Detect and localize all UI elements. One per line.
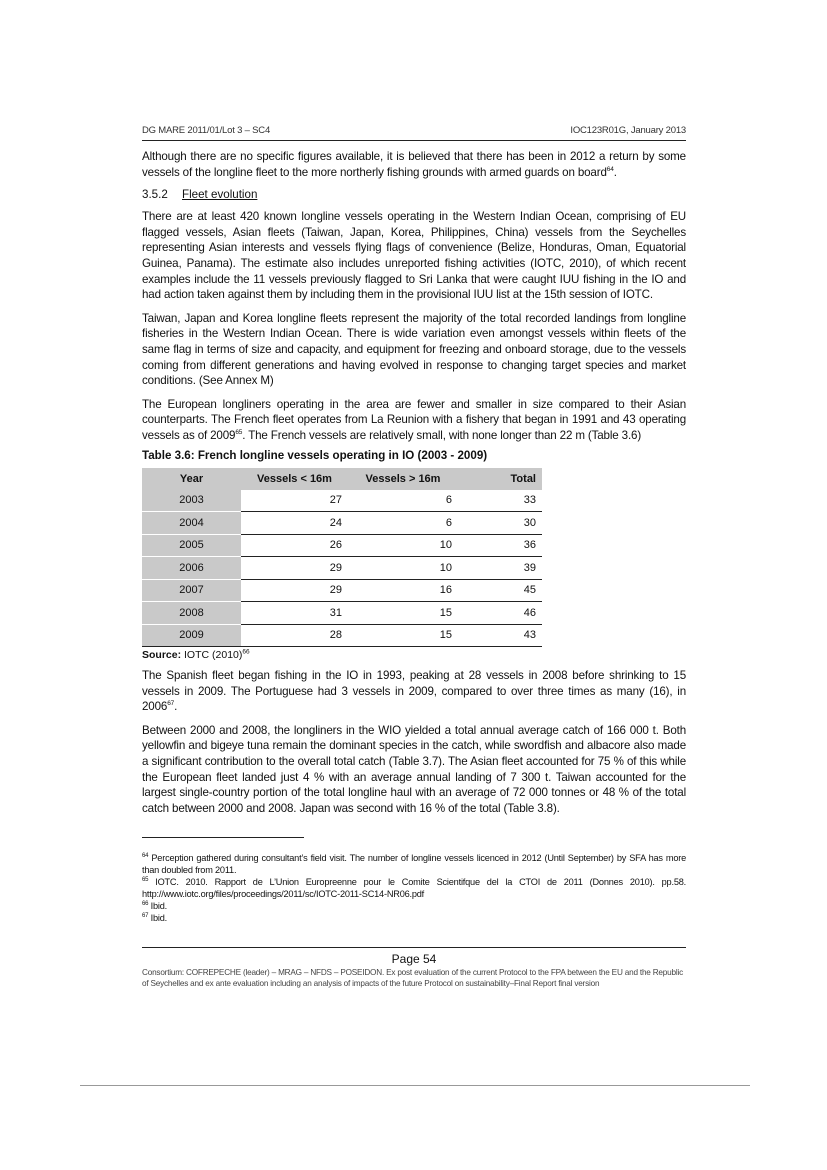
- french-longline-table: [142, 468, 542, 648]
- table-row: [142, 534, 542, 557]
- paragraph-armed-guards: Although there are no specific figures available, it is believed that there has been in 2012 a return by some vessels of the longline fleet to the more northerly fishing grounds with armed guards on board$^{64}$.: [142, 150, 686, 179]
- cell-under-16m: 31: [241, 602, 348, 625]
- page-bottom-divider: [80, 1085, 750, 1086]
- cell-year: 2008: [142, 602, 241, 625]
- cell-under-16m: 26: [241, 534, 348, 557]
- cell-total: 36: [458, 534, 542, 557]
- footnote-ref-66[interactable]: 66: [242, 648, 250, 656]
- cell-year: 2004: [142, 512, 241, 535]
- document-page: [142, 125, 686, 816]
- footnote-ref-67[interactable]: 67: [167, 700, 175, 708]
- paragraph-known-vessels: There are at least 420 known longline vessels operating in the Western Indian Ocean, comprising of EU flagged vessels, Asian fleets (Taiwan, Japan, Korea, Philippines, China) vessels from the Seychelles representing Asian interests and vessels flying flags of convenience (Belize, Honduras, Oman, Equatorial Guinea, Panama). The estimate also includes unreported fishing activities (IOTC, 2010), of which recent examples include the 11 vessels previously flagged to Sri Lanka that were caught IUU fishing in the IO and had action taken against them by including them in the provisional IUU list at the 15th session of IOTC.: [142, 210, 686, 302]
- cell-under-16m: 28: [241, 624, 348, 647]
- footnote-64: $^{64}$ Perception gathered during consultant’s field visit. The number of longline vessels licenced in 2012 (Until September) by SFA has more than doubled from 2011.: [142, 852, 687, 876]
- cell-over-16m: 15: [348, 602, 458, 625]
- section-number: 3.5.2: [142, 188, 168, 202]
- table-row: [142, 624, 542, 647]
- table-row: [142, 512, 542, 535]
- consortium-note: Consortium: COFREPECHE (leader) – MRAG – NFDS – POSEIDON. Ex post evaluation of the current Protocol to the FPA between the EU and the Republic of Seychelles and ex ante evaluation including an analysis of impacts of the future Protocol on sustainability–Final Report final version: [142, 968, 683, 988]
- col-vessels-under-16m: Vessels < 16m: [241, 468, 348, 490]
- header-left: DG MARE 2011/01/Lot 3 – SC4: [142, 125, 271, 136]
- cell-year: 2009: [142, 624, 241, 647]
- cell-total: 43: [458, 624, 542, 647]
- section-title: Fleet evolution: [182, 188, 258, 202]
- cell-total: 30: [458, 512, 542, 535]
- cell-over-16m: 16: [348, 579, 458, 602]
- cell-over-16m: 10: [348, 534, 458, 557]
- running-header: [142, 125, 686, 141]
- footnote-66: $^{66}$ Ibid.: [142, 901, 168, 912]
- cell-year: 2007: [142, 579, 241, 602]
- cell-year: 2006: [142, 557, 241, 580]
- cell-under-16m: 29: [241, 557, 348, 580]
- col-total: Total: [458, 468, 542, 490]
- cell-year: 2003: [142, 490, 241, 512]
- footnote-65: $^{65}$ IOTC. 2010. Rapport de L’Union Europreenne pour le Comite Scientifque del la CTOI de 2011 (Donnes 2010). pp.58. http://www.iotc.org/files/proceedings/2011/sc/IOTC-2011-SC14-NR06.pdf: [142, 877, 686, 900]
- cell-year: 2005: [142, 534, 241, 557]
- footnotes: [142, 852, 686, 925]
- paragraph-spanish-fleet: The Spanish fleet began fishing in the IO in 1993, peaking at 28 vessels in 2008 before shrinking to 15 vessels in 2009. The Portuguese had 3 vessels in 2009, compared to over three times as many (16), in 2006$^{67}$.: [142, 669, 686, 714]
- table-row: [142, 557, 542, 580]
- footnote-ref-64[interactable]: 64: [606, 165, 614, 173]
- footnote-separator: [142, 837, 304, 838]
- table-row: [142, 490, 542, 512]
- cell-under-16m: 29: [241, 579, 348, 602]
- paragraph-asian-fleets: Taiwan, Japan and Korea longline fleets represent the majority of the total recorded landings from longline fisheries in the Western Indian Ocean. There is wide variation even amongst vessels within fleets of the same flag in terms of size and capacity, and equipment for freezing and onboard storage, due to the vessels coming from different generations and having evolved in response to changing target species and market conditions. (See Annex M): [142, 311, 686, 388]
- col-vessels-over-16m: Vessels > 16m: [348, 468, 458, 490]
- table-row: [142, 579, 542, 602]
- cell-total: 39: [458, 557, 542, 580]
- table-header-row: [142, 468, 542, 490]
- page-number: Page 54: [391, 952, 437, 966]
- cell-over-16m: 6: [348, 490, 458, 512]
- header-right: IOC123R01G, January 2013: [570, 125, 686, 136]
- table-caption: Table 3.6: French longline vessels operating in IO (2003 - 2009): [142, 448, 488, 462]
- cell-over-16m: 6: [348, 512, 458, 535]
- cell-under-16m: 27: [241, 490, 348, 512]
- table-row: [142, 602, 542, 625]
- cell-over-16m: 10: [348, 557, 458, 580]
- footnote-67: $^{67}$ Ibid.: [142, 913, 168, 924]
- paragraph-catch: Between 2000 and 2008, the longliners in the WIO yielded a total annual average catch of 166 000 t. Both yellowfin and bigeye tuna remain the dominant species in the catch, while swordfish and albacore also made a significant contribution to the overall total catch (Table 3.7). The Asian fleet accounted for 75 % of this while the European fleet landed just 4 % with an average annual landing of 7 300 t. Taiwan accounted for the largest single-country portion of the total longline haul with an average of 72 000 tonnes or 48 % of the total catch between 2000 and 2008. Japan was second with 16 % of the total (Table 3.8).: [142, 723, 686, 815]
- cell-over-16m: 15: [348, 624, 458, 647]
- footnote-ref-65[interactable]: 65: [235, 429, 243, 437]
- paragraph-european-longliners: The European longliners operating in the area are fewer and smaller in size compared to their Asian counterparts. The French fleet operates from La Reunion with a fishery that began in 1991 and 43 operating vessels as of 2009$^{65}$. The French vessels are relatively small, with none longer than 22 m (Table 3.6): [142, 397, 686, 442]
- col-year: Year: [142, 468, 241, 490]
- table-source: Source: IOTC $(2010)^{66}$: [142, 648, 250, 661]
- page-footer: [142, 947, 686, 989]
- cell-under-16m: 24: [241, 512, 348, 535]
- cell-total: 45: [458, 579, 542, 602]
- cell-total: 33: [458, 490, 542, 512]
- cell-total: 46: [458, 602, 542, 625]
- section-heading: [142, 188, 686, 201]
